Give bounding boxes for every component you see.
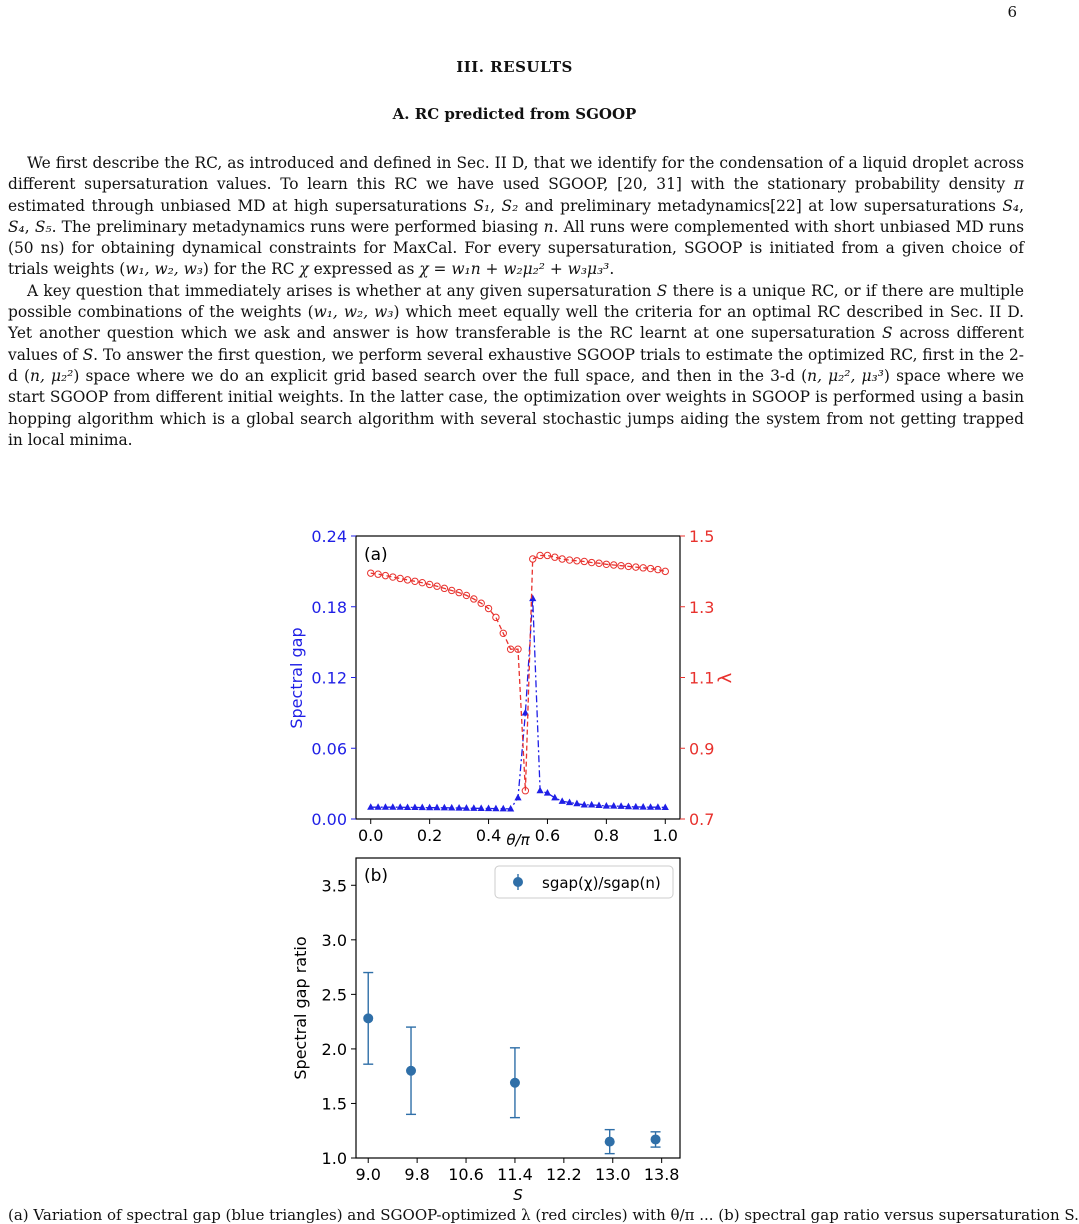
y-tick-label: 2.0 <box>321 1039 347 1059</box>
lambda-point <box>493 614 499 620</box>
spectral-gap-point <box>374 803 381 810</box>
x-tick-label: 9.0 <box>355 1165 381 1184</box>
left-y-tick-label: 0.18 <box>311 597 347 617</box>
spectral-gap-point <box>367 803 374 810</box>
spectral-gap-point <box>470 804 477 811</box>
math-inline: w₁, w₂, w₃ <box>125 260 203 279</box>
spectral-gap-point <box>573 800 580 807</box>
x-tick-label: 0.6 <box>534 826 561 845</box>
x-tick-label: 9.8 <box>404 1165 430 1184</box>
section-heading: III. RESULTS <box>456 58 573 76</box>
text-run: We first describe the RC, as introduced and defined in Sec. II D, that we identify for the condensation of a liquid droplet across different supersaturation values. To learn this RC we have used SGOOP, [20, 31] with the stationary probability density <box>8 154 1024 194</box>
right-y-tick-label: 0.9 <box>689 739 715 759</box>
left-y-tick-label: 0.00 <box>311 810 347 829</box>
spectral-gap-vs-theta-chart <box>280 520 736 850</box>
spectral-gap-point <box>478 804 485 811</box>
right-y-tick-label: 0.7 <box>689 810 715 829</box>
text-run: estimated through unbiased MD at high supersaturations <box>8 196 474 215</box>
paragraph <box>8 153 1024 281</box>
page-number: 6 <box>1007 3 1017 21</box>
lambda-point <box>530 556 536 562</box>
x-tick-label: 0.8 <box>593 826 620 845</box>
math-inline: S <box>656 281 668 300</box>
text-run: ) for the RC <box>202 260 300 279</box>
panel-label: (b) <box>364 866 389 886</box>
figure-caption: (a) Variation of spectral gap (blue triangles) and SGOOP-optimized λ (red circles) with θ/π ... (b) spectral gap ratio versus supersaturation S. <box>8 1206 1079 1224</box>
math-inline: S <box>82 345 94 364</box>
data-point <box>651 1134 661 1144</box>
paragraph <box>8 281 1024 451</box>
y-axis-label: Spectral gap ratio <box>291 936 310 1080</box>
left-y-tick-label: 0.06 <box>311 739 347 759</box>
panel-label: (a) <box>364 545 388 565</box>
legend <box>495 866 673 898</box>
x-tick-label: 11.4 <box>497 1165 533 1184</box>
x-tick-label: 13.8 <box>643 1165 680 1184</box>
body-text <box>8 153 1024 451</box>
legend-marker <box>513 877 523 887</box>
spectral-gap-point <box>426 804 433 811</box>
x-tick-label: 10.6 <box>448 1165 484 1184</box>
spectral-gap-point <box>640 803 647 810</box>
x-tick-label: 1.0 <box>652 826 678 845</box>
x-tick-label: 0.4 <box>475 826 502 845</box>
right-y-tick-label: 1.5 <box>689 527 715 546</box>
math-inline: S₁ <box>473 196 491 215</box>
subsection-heading: A. RC predicted from SGOOP <box>392 105 637 123</box>
math-inline: χ <box>299 260 309 279</box>
text-run: . <box>609 260 615 279</box>
spectral-gap-point <box>551 794 558 801</box>
left-y-axis-label: Spectral gap <box>287 627 306 729</box>
spectral-gap-point <box>433 804 440 811</box>
x-axis-label: S <box>513 1186 523 1204</box>
left-y-tick-label: 0.24 <box>311 527 347 546</box>
math-inline: w₁, w₂, w₃ <box>313 303 394 322</box>
text-run: and preliminary metadynamics[22] at low supersaturations <box>518 196 1003 215</box>
math-inline: n <box>543 217 554 236</box>
text-run: across different values of <box>8 324 1024 364</box>
text-run: ) which meet equally well the criteria for an optimal RC described in Sec. II D. Yet another question which we ask and answer is how transferable is the RC learnt at one supersaturation <box>8 303 1025 343</box>
math-inline: n, μ₂², μ₃³ <box>807 366 884 385</box>
text-run: . To answer the first question, we perform several exhaustive SGOOP trials to estimate the optimized RC, first in the 2-d ( <box>8 345 1024 385</box>
text-run: , <box>490 196 502 215</box>
text-run: there is a unique RC, or if there are multiple possible combinations of the weights ( <box>8 281 1025 322</box>
spectral-gap-point <box>441 804 448 811</box>
y-tick-label: 2.5 <box>321 985 347 1005</box>
data-point <box>406 1066 416 1076</box>
spectral-gap-point <box>588 801 595 808</box>
data-point <box>363 1013 373 1023</box>
spectral-gap-point <box>603 802 610 809</box>
x-tick-label: 0.0 <box>358 826 384 845</box>
spectral-gap-point <box>654 803 661 810</box>
y-tick-label: 1.5 <box>321 1094 347 1114</box>
text-run: ) space where we do an explicit grid based search over the full space, and then in the 3-d ( <box>73 366 808 385</box>
data-point <box>510 1078 520 1088</box>
math-inline: S₄ <box>8 217 25 236</box>
legend-label: sgap(χ)/sgap(n) <box>542 874 661 892</box>
math-inline: χ = w₁n + w₂μ₂² + w₃μ₃³ <box>419 260 610 279</box>
spectral-gap-point <box>507 805 514 812</box>
spectral-gap-point <box>419 804 426 811</box>
spectral-gap-point <box>389 803 396 810</box>
x-tick-label: 12.2 <box>546 1165 582 1184</box>
data-point <box>605 1137 615 1147</box>
spectral-gap-point <box>514 794 521 801</box>
y-tick-label: 1.0 <box>321 1149 347 1168</box>
math-inline: n, μ₂² <box>30 366 74 385</box>
math-inline: S₄ <box>1002 196 1020 215</box>
right-y-tick-label: 1.1 <box>689 668 715 688</box>
text-run: expressed as <box>308 260 420 279</box>
right-y-axis-label: λ <box>715 672 736 684</box>
text-run: , <box>1019 196 1024 215</box>
spectral-gap-ratio-chart <box>280 852 700 1207</box>
spectral-gap-point <box>559 797 566 804</box>
x-tick-label: 0.2 <box>416 826 443 845</box>
text-run: , <box>24 217 35 236</box>
spectral-gap-point <box>529 594 536 601</box>
spectral-gap-point <box>397 803 404 810</box>
right-y-tick-label: 1.3 <box>689 597 715 617</box>
x-axis-label: θ/π <box>506 831 530 849</box>
spectral-gap-point <box>485 805 492 812</box>
math-inline: S₅ <box>34 217 52 236</box>
lambda-line <box>371 556 666 791</box>
y-tick-label: 3.0 <box>321 930 347 950</box>
spectral-gap-point <box>610 802 617 809</box>
text-run: A key question that immediately arises is whether at any given supersaturation <box>27 281 657 300</box>
spectral-gap-point <box>411 803 418 810</box>
spectral-gap-point <box>463 804 470 811</box>
x-tick-label: 13.0 <box>594 1165 631 1184</box>
left-y-tick-label: 0.12 <box>311 668 347 688</box>
y-tick-label: 3.5 <box>321 876 347 896</box>
math-inline: S₂ <box>501 196 519 215</box>
spectral-gap-point <box>382 803 389 810</box>
math-inline: π <box>1013 175 1024 194</box>
text-run: . The preliminary metadynamics runs were performed biasing <box>51 217 544 236</box>
text-run: ) space where we start SGOOP from different initial weights. In the latter case, the optimization over weights in SGOOP is performed using a basin hopping algorithm which is a global search algorithm with several stochastic jumps aiding the system from not getting trapped in local minima. <box>8 366 1025 449</box>
text-run: . All runs were complemented with short unbiased MD runs (50 ns) for obtaining dynamical constraints for MaxCal. For every supersaturation, SGOOP is initiated from a given choice of trials weights ( <box>8 217 1024 279</box>
spectral-gap-line <box>371 599 666 809</box>
plot-frame <box>356 858 680 1158</box>
spectral-gap-point <box>536 787 543 794</box>
math-inline: S <box>882 324 893 343</box>
